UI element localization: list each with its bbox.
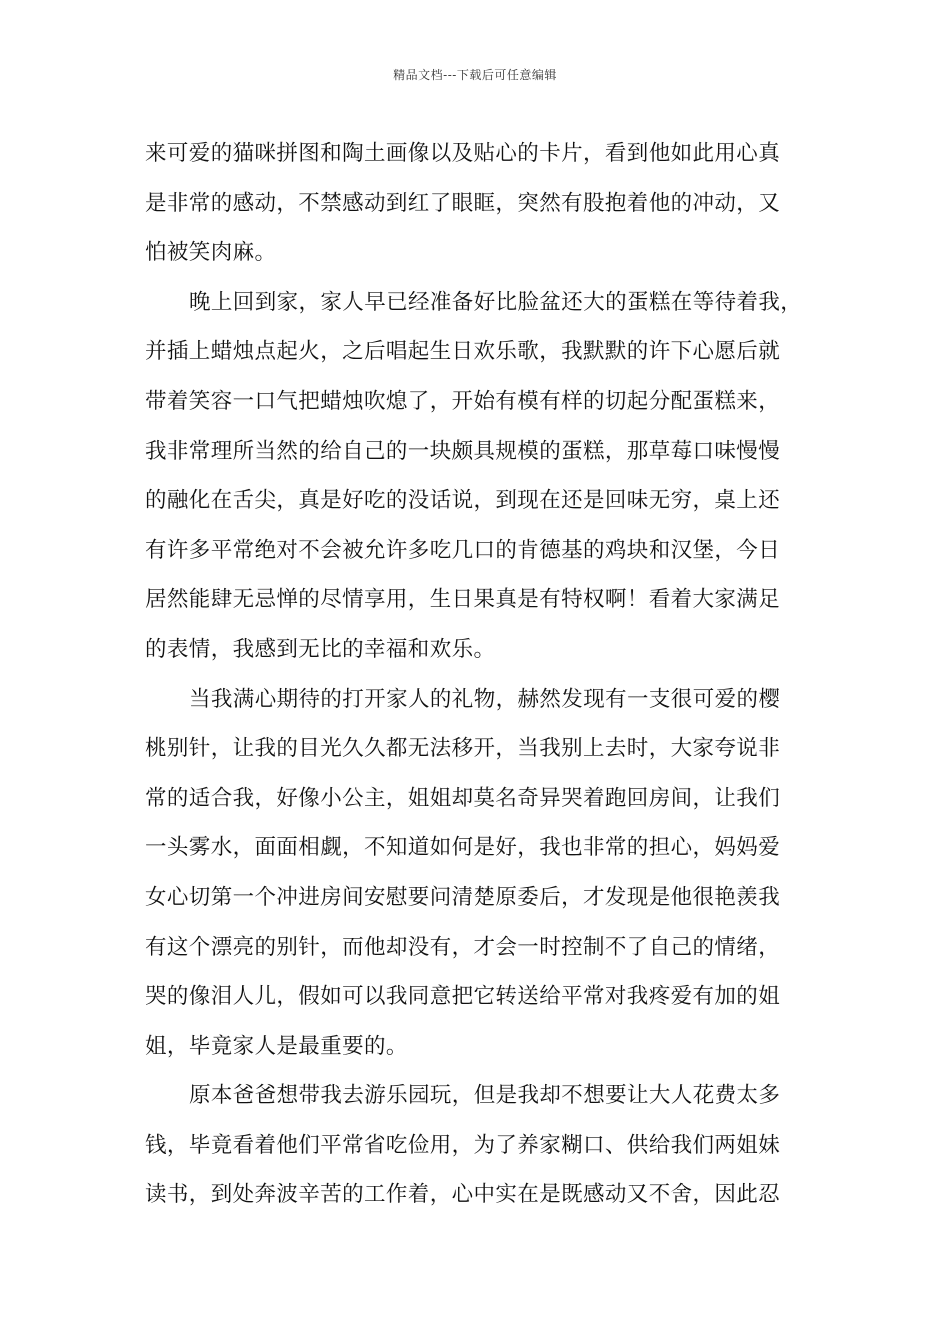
- text-line: 钱，毕竟看着他们平常省吃俭用，为了养家糊口、供给我们两姐妹: [145, 1132, 781, 1158]
- text-line: 当我满心期待的打开家人的礼物，赫然发现有一支很可爱的樱: [189, 686, 781, 712]
- text-line: 读书，到处奔波辛苦的工作着，心中实在是既感动又不舍，因此忍: [145, 1182, 781, 1208]
- text-line: 并插上蜡烛点起火，之后唱起生日欢乐歌，我默默的许下心愿后就: [145, 339, 781, 365]
- text-line: 有这个漂亮的别针，而他却没有，才会一时控制不了自己的情绪，: [145, 934, 781, 960]
- text-line: 的融化在舌尖，真是好吃的没话说，到现在还是回味无穷，桌上还: [145, 488, 781, 514]
- text-line: 姐，毕竟家人是最重要的。: [145, 1033, 408, 1059]
- text-line: 哭的像泪人儿，假如可以我同意把它转送给平常对我疼爱有加的姐: [145, 984, 781, 1010]
- text-line: 常的适合我，好像小公主，姐姐却莫名奇异哭着跑回房间，让我们: [145, 785, 781, 811]
- text-line: 居然能肆无忌惮的尽情享用，生日果真是有特权啊！看着大家满足: [145, 587, 781, 613]
- text-line: 原本爸爸想带我去游乐园玩，但是我却不想要让大人花费太多: [189, 1083, 781, 1109]
- text-line: 来可爱的猫咪拼图和陶土画像以及贴心的卡片，看到他如此用心真: [145, 141, 781, 166]
- page-header: 精品文档---下载后可任意编辑: [393, 68, 557, 82]
- text-line: 怕被笑肉麻。: [145, 240, 277, 266]
- text-line: 的表情，我感到无比的幸福和欢乐。: [145, 636, 496, 662]
- text-line: 女心切第一个冲进房间安慰要问清楚原委后，才发现是他很艳羡我: [145, 884, 781, 910]
- text-line: 一头雾水，面面相觑，不知道如何是好，我也非常的担心，妈妈爱: [145, 835, 781, 861]
- text-line: 是非常的感动，不禁感动到红了眼眶，突然有股抱着他的冲动，又: [145, 190, 781, 216]
- text-line: 我非常理所当然的给自己的一块颇具规模的蛋糕，那草莓口味慢慢: [145, 438, 781, 464]
- text-line: 桃别针，让我的目光久久都无法移开，当我别上去时，大家夸说非: [145, 736, 781, 762]
- text-line: 带着笑容一口气把蜡烛吹熄了，开始有模有样的切起分配蛋糕来，: [145, 388, 781, 414]
- text-line: 有许多平常绝对不会被允许多吃几口的肯德基的鸡块和汉堡，今日: [145, 537, 781, 563]
- text-line: 晚上回到家，家人早已经准备好比脸盆还大的蛋糕在等待着我，: [189, 289, 803, 315]
- document-body: [145, 129, 813, 1220]
